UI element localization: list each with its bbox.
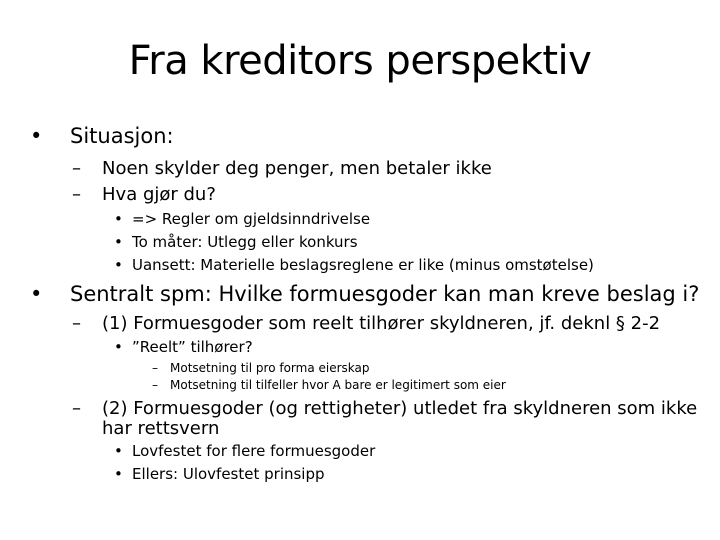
sub-bullet-formuesgoder-utledet: (2) Formuesgoder (og rettigheter) utledet fra skyldneren som ikke [102, 398, 698, 419]
dash-marker: – [72, 158, 81, 179]
sub-bullet-formuesgoder-utledet-cont: har rettsvern [102, 418, 220, 439]
bullet-marker: • [114, 233, 123, 251]
sub-bullet-formuesgoder-reelt: (1) Formuesgoder som reelt tilhører skyldneren, jf. deknl § 2-2 [102, 313, 661, 334]
sub-sub-bullet-lovfestet: Lovfestet for flere formuesgoder [132, 442, 376, 460]
dash-marker: – [152, 378, 158, 392]
sub-sub-bullet-ulovfestet: Ellers: Ulovfestet prinsipp [132, 465, 325, 483]
level4-bullet-legitimert: Motsetning til tilfeller hvor A bare er legitimert som eier [170, 378, 506, 392]
sub-sub-bullet-uansett: Uansett: Materielle beslagsreglene er like (minus omstøtelse) [132, 256, 594, 274]
bullet-sentralt-spm: Sentralt spm: Hvilke formuesgoder kan man kreve beslag i? [70, 282, 700, 306]
bullet-situasjon: Situasjon: [70, 124, 174, 148]
dash-marker: – [72, 184, 81, 205]
sub-sub-bullet-regler: => Regler om gjeldsinndrivelse [132, 210, 371, 228]
bullet-marker: • [114, 338, 123, 356]
bullet-marker: • [30, 282, 43, 306]
bullet-marker: • [114, 256, 123, 274]
bullet-marker: • [114, 442, 123, 460]
bullet-marker: • [30, 124, 43, 148]
sub-sub-bullet-to-mater: To måter: Utlegg eller konkurs [132, 233, 358, 251]
bullet-marker: • [114, 465, 123, 483]
level4-bullet-pro-forma: Motsetning til pro forma eierskap [170, 361, 370, 375]
dash-marker: – [72, 398, 81, 419]
sub-sub-bullet-reelt-tilhorer: ”Reelt” tilhører? [132, 338, 253, 356]
sub-bullet-noen-skylder: Noen skylder deg penger, men betaler ikke [102, 158, 492, 179]
dash-marker: – [152, 361, 158, 375]
bullet-marker: • [114, 210, 123, 228]
slide-title: Fra kreditors perspektiv [128, 38, 592, 84]
dash-marker: – [72, 313, 81, 334]
sub-bullet-hva-gjor-du: Hva gjør du? [102, 184, 216, 205]
